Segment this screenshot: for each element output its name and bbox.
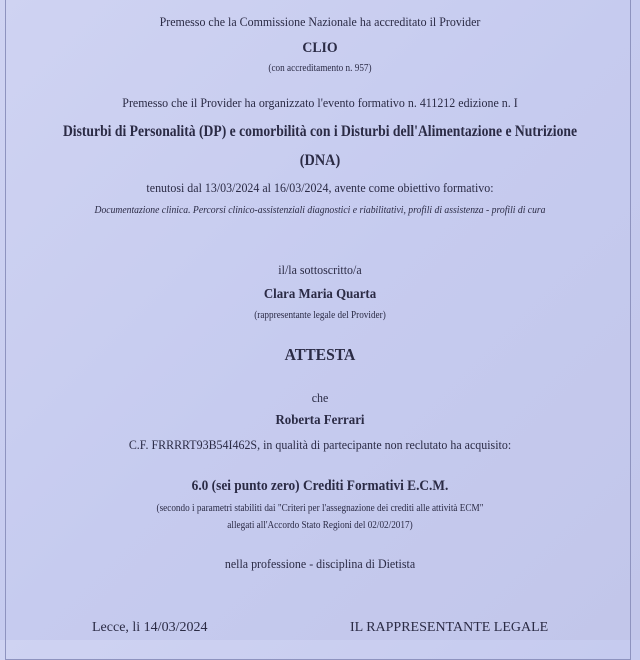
event-title-line1: Disturbi di Personalità (DP) e comorbilità con i Disturbi dell'Alimentazione e Nutrizione xyxy=(62,123,578,140)
participant-name: Roberta Ferrari xyxy=(275,413,365,428)
attesta-heading: ATTESTA xyxy=(284,345,356,364)
intro-provider: Premesso che la Commissione Nazionale ha accreditato il Provider xyxy=(159,14,481,29)
che-label: che xyxy=(311,390,329,405)
accreditation: (con accreditamento n. 957) xyxy=(268,63,372,74)
event-dates: tenutosi dal 13/03/2024 al 16/03/2024, avente come obiettivo formativo: xyxy=(146,180,494,195)
signer-name: Clara Maria Quarta xyxy=(263,287,377,302)
place-date: Lecce, li 14/03/2024 xyxy=(92,620,208,635)
event-title-line2: (DNA) xyxy=(299,152,341,169)
criteria-line2: allegati all'Accordo Stato Regioni del 02/02/2017) xyxy=(227,520,413,531)
profession: nella professione - disciplina di Dietista xyxy=(224,556,416,571)
participant-cf: C.F. FRRRRT93B54I462S, in qualità di partecipante non reclutato ha acquisito: xyxy=(128,437,512,452)
undersigned-label: il/la sottoscritto/a xyxy=(278,262,362,277)
intro-event: Premesso che il Provider ha organizzato l'evento formativo n. 411212 edizione n. I xyxy=(122,95,518,110)
signer-role: (rappresentante legale del Provider) xyxy=(254,310,386,321)
provider-name: CLIO xyxy=(302,40,338,56)
criteria-line1: (secondo i parametri stabiliti dai "Criteri per l'assegnazione dei crediti alle attività ECM" xyxy=(156,503,484,514)
event-objective: Documentazione clinica. Percorsi clinico-assistenziali diagnostici e riabilitativi, profili di assistenza - profili di cura xyxy=(94,205,546,216)
credits: 6.0 (sei punto zero) Crediti Formativi E.C.M. xyxy=(191,478,449,494)
legal-rep-label: IL RAPPRESENTANTE LEGALE xyxy=(350,620,549,635)
